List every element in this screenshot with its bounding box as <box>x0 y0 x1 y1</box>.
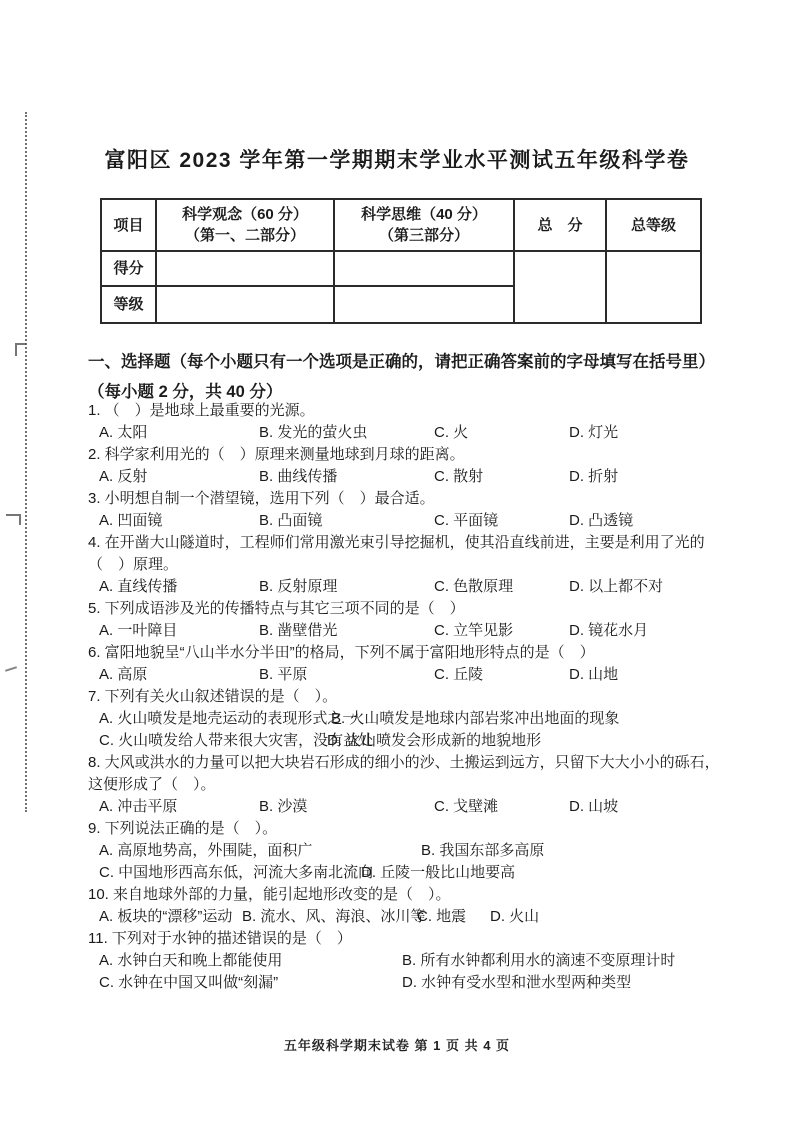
option-a: A. 高原地势高，外围陡，面积广 <box>99 842 313 859</box>
option-c: C. 水钟在中国又叫做“刻漏” <box>99 974 279 991</box>
question-stem: 4. 在开凿大山隧道时，工程师们常用激光束引导挖掘机，使其沿直线前进，主要是利用了光的 <box>88 534 705 551</box>
score-table-header-total: 总 分 <box>514 199 606 251</box>
scan-artifact-mark <box>15 343 26 356</box>
score-table-header-thinking <box>334 199 514 251</box>
question-4 <box>88 532 758 598</box>
question-stem: 5. 下列成语涉及光的传播特点与其它三项不同的是（ ） <box>88 600 465 617</box>
question-stem: 6. 富阳地貌呈“八山半水分半田”的格局，下列不属于富阳地形特点的是（ ） <box>88 644 595 661</box>
score-table-header-concept <box>156 199 334 251</box>
option-a: A. 反射 <box>99 468 148 485</box>
option-b: B. 凿壁借光 <box>259 622 338 639</box>
option-a: A. 冲击平原 <box>99 798 178 815</box>
options-row <box>99 840 758 862</box>
option-a: A. 火山喷发是地壳运动的表现形式之一 <box>99 710 358 727</box>
option-c: C. 平面镜 <box>434 512 499 529</box>
score-cell-empty <box>156 251 334 286</box>
option-d: D. 折射 <box>569 468 619 485</box>
option-a: A. 太阳 <box>99 424 148 441</box>
score-table-row-label-grade: 等级 <box>101 286 156 323</box>
question-stem: 2. 科学家利用光的（ ）原理来测量地球到月球的距离。 <box>88 446 465 463</box>
option-a: A. 凹面镜 <box>99 512 163 529</box>
score-cell-empty <box>514 251 606 323</box>
question-list <box>88 400 758 994</box>
option-d: D. 以上都不对 <box>569 578 664 595</box>
question-9 <box>88 818 758 884</box>
options-row <box>99 862 758 884</box>
option-a: A. 板块的“漂移”运动 <box>99 908 233 925</box>
option-b: B. 我国东部多高原 <box>421 842 545 859</box>
option-b: B. 平原 <box>259 666 308 683</box>
option-c: C. 中国地形西高东低，河流大多南北流向 <box>99 864 374 881</box>
score-table-header-grade: 总等级 <box>606 199 701 251</box>
options-row <box>99 466 758 488</box>
option-b: B. 凸面镜 <box>259 512 323 529</box>
option-c: C. 地震 <box>417 908 467 925</box>
options-row <box>99 576 758 598</box>
question-stem: 7. 下列有关火山叙述错误的是（ ）。 <box>88 688 338 705</box>
question-5 <box>88 598 758 642</box>
option-a: A. 水钟白天和晚上都能使用 <box>99 952 283 969</box>
option-c: C. 丘陵 <box>434 666 484 683</box>
score-table-row-label-score: 得分 <box>101 251 156 286</box>
question-stem: 10. 来自地球外部的力量，能引起地形改变的是（ ）。 <box>88 886 451 903</box>
question-11 <box>88 928 758 994</box>
options-row <box>99 950 758 972</box>
score-table-header-thinking-line2: （第三部分） <box>378 227 469 244</box>
option-a: A. 一叶障目 <box>99 622 178 639</box>
section-heading-line1: 一、选择题（每个小题只有一个选项是正确的，请把正确答案前的字母填写在括号里） <box>88 353 715 371</box>
options-row <box>99 796 758 818</box>
option-c: C. 火山喷发给人带来很大灾害，没有益处 <box>99 732 374 749</box>
option-c: C. 戈壁滩 <box>434 798 499 815</box>
score-table <box>100 198 702 324</box>
option-b: B. 曲线传播 <box>259 468 338 485</box>
score-table-header-concept-line1: 科学观念（60 分） <box>182 206 308 223</box>
question-stem-continued: （ ）原理。 <box>88 556 179 573</box>
question-stem: 9. 下列说法正确的是（ ）。 <box>88 820 278 837</box>
option-c: C. 色散原理 <box>434 578 514 595</box>
options-row <box>99 730 758 752</box>
page-title: 富阳区 2023 学年第一学期期末学业水平测试五年级科学卷 <box>104 149 690 172</box>
section-heading-line2: （每小题 2 分，共 40 分） <box>88 383 283 401</box>
question-stem: 11. 下列对于水钟的描述错误的是（ ） <box>88 930 352 947</box>
option-d: D. 凸透镜 <box>569 512 634 529</box>
scan-artifact-mark <box>5 666 17 672</box>
option-d: D. 火山 <box>490 908 540 925</box>
option-d: D. 山坡 <box>569 798 619 815</box>
question-stem: 1. （ ）是地球上最重要的光源。 <box>88 402 315 419</box>
option-d: D. 水钟有受水型和泄水型两种类型 <box>402 974 632 991</box>
question-3 <box>88 488 758 532</box>
question-10 <box>88 884 758 928</box>
option-d: D. 灯光 <box>569 424 619 441</box>
option-d: D. 山地 <box>569 666 619 683</box>
option-d: D. 丘陵一般比山地要高 <box>361 864 516 881</box>
score-cell-empty <box>156 286 334 323</box>
page-footer: 五年级科学期末试卷 第 1 页 共 4 页 <box>283 1038 511 1053</box>
option-a: A. 直线传播 <box>99 578 178 595</box>
question-stem-continued: 这便形成了（ ）。 <box>88 776 216 793</box>
question-7 <box>88 686 758 752</box>
option-c: C. 散射 <box>434 468 484 485</box>
option-b: B. 沙漠 <box>259 798 308 815</box>
option-d: D. 火山喷发会形成新的地貌地形 <box>327 732 542 749</box>
score-cell-empty <box>334 286 514 323</box>
option-b: B. 反射原理 <box>259 578 338 595</box>
options-row <box>99 708 758 730</box>
score-table-header-concept-line2: （第一、二部分） <box>184 227 305 244</box>
question-stem: 8. 大风或洪水的力量可以把大块岩石形成的细小的沙、土搬运到远方，只留下大大小小的砾石， <box>88 754 720 771</box>
option-c: C. 火 <box>434 424 469 441</box>
option-b: B. 所有水钟都利用水的滴速不变原理计时 <box>402 952 676 969</box>
option-d: D. 镜花水月 <box>569 622 649 639</box>
options-row <box>99 906 758 928</box>
question-1 <box>88 400 758 444</box>
question-8 <box>88 752 758 818</box>
score-cell-empty <box>334 251 514 286</box>
options-row <box>99 422 758 444</box>
option-b: B. 流水、风、海浪、冰川等 <box>242 908 426 925</box>
scan-artifact-dotted-line <box>25 112 27 812</box>
score-table-header-item: 项目 <box>101 199 156 251</box>
options-row <box>99 972 758 994</box>
option-b: B. 发光的萤火虫 <box>259 424 368 441</box>
option-a: A. 高原 <box>99 666 148 683</box>
question-stem: 3. 小明想自制一个潜望镜，选用下列（ ）最合适。 <box>88 490 435 507</box>
question-6 <box>88 642 758 686</box>
section-heading <box>88 347 758 407</box>
question-2 <box>88 444 758 488</box>
options-row <box>99 620 758 642</box>
score-cell-empty <box>606 251 701 323</box>
options-row <box>99 664 758 686</box>
scan-artifact-mark <box>6 514 21 525</box>
option-c: C. 立竿见影 <box>434 622 514 639</box>
option-b: B. 火山喷发是地球内部岩浆冲出地面的现象 <box>331 710 620 727</box>
score-table-header-thinking-line1: 科学思维（40 分） <box>361 206 487 223</box>
options-row <box>99 510 758 532</box>
